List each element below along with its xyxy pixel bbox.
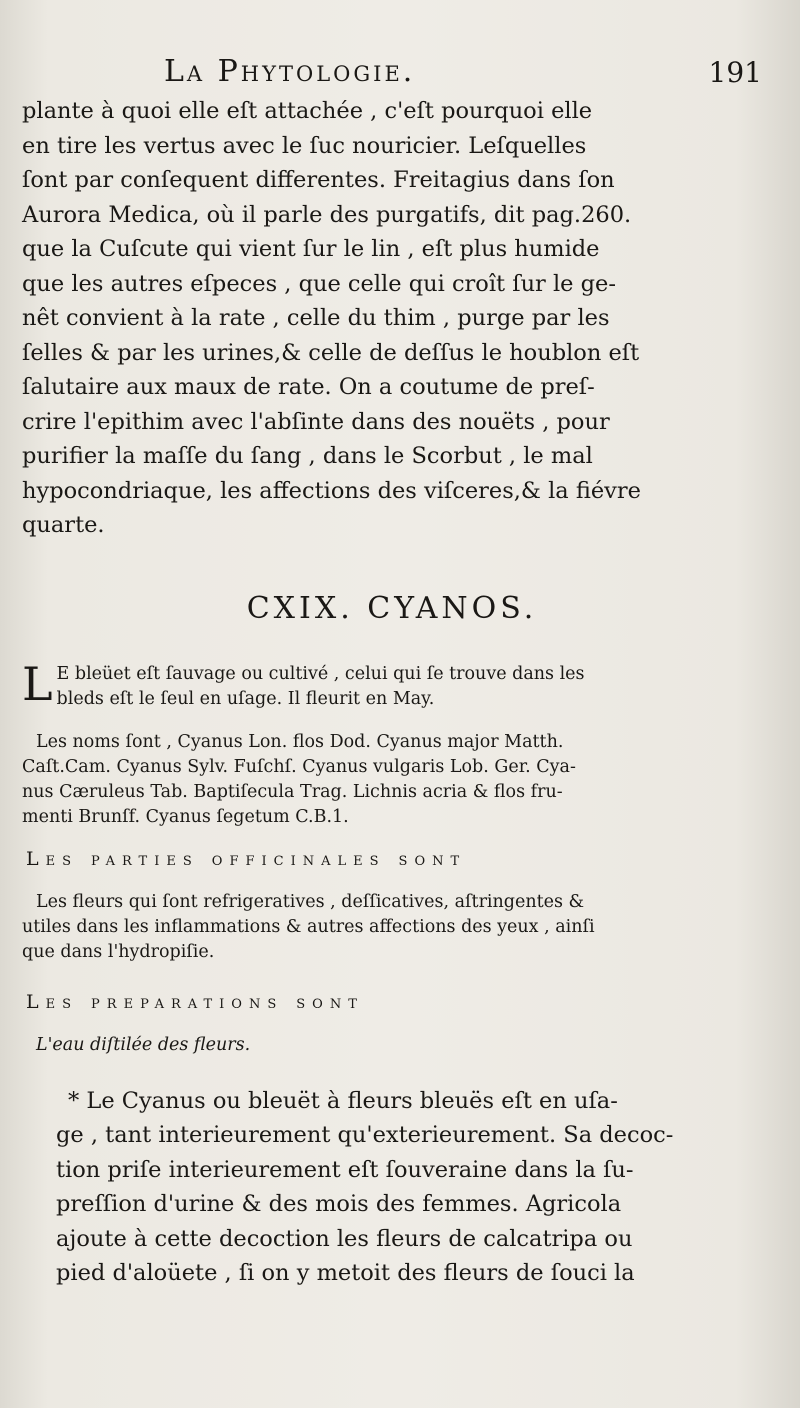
text-line: que les autres eſpeces , que celle qui croît ſur le ge- (22, 270, 616, 297)
text-line: E bleüet eſt ſauvage ou cultivé , celui qui ſe trouve dans les (56, 663, 585, 684)
running-title: La Phytologie. (164, 54, 416, 89)
parts-heading: Les parties officinales sont (26, 847, 467, 870)
text-line: pied d'aloüete , ſi on y metoit des fleurs de ſouci la (56, 1260, 635, 1286)
text-line: ſalutaire aux maux de rate. On a coutume de preſ- (22, 374, 595, 400)
text-line: ajoute à cette decoction les fleurs de calcatripa ou (56, 1225, 633, 1252)
running-head (22, 54, 762, 94)
text-line: Caſt.Cam. Cyanus Sylv. Fuſchſ. Cyanus vulgaris Lob. Ger. Cya- (22, 756, 576, 777)
intro-paragraph (22, 94, 762, 543)
text-line: plante à quoi elle eſt attachée , c'eſt pourquoi elle (22, 98, 593, 124)
page-number: 191 (708, 56, 762, 89)
text-line: * Le Cyanus ou bleuët à fleurs bleuës eſt en uſa- (68, 1087, 618, 1114)
text-line: nus Cæruleus Tab. Baptiſecula Trag. Lichnis acria & flos fru- (22, 781, 563, 802)
names-paragraph (22, 730, 762, 830)
text-line: hypocondriaque, les affections des viſceres,& la fiévre (22, 477, 641, 504)
text-line: utiles dans les inflammations & autres affections des yeux , ainſi (22, 916, 595, 937)
text-line: que la Cuſcute qui vient ſur le lin , eſt plus humide (22, 236, 600, 262)
text-line: ſont par conſequent differentes. Freitagius dans ſon (22, 167, 615, 193)
parts-paragraph (22, 890, 762, 965)
note-paragraph (56, 1084, 762, 1291)
description-paragraph (22, 656, 762, 712)
text-line: que dans l'hydropiſie. (22, 941, 215, 962)
text-line: crire l'epithim avec l'abſinte dans des nouëts , pour (22, 408, 610, 435)
text-line: L'eau diſtilée des fleurs. (36, 1034, 251, 1055)
text-line: purifier la maſſe du ſang , dans le Scorbut , le mal (22, 443, 593, 469)
drop-cap: L (22, 656, 53, 711)
text-line: tion priſe interieurement eſt ſouveraine dans la ſu- (56, 1156, 634, 1183)
preparations-heading: Les preparations sont (26, 990, 364, 1013)
text-line: quarte. (22, 512, 105, 538)
page-content (22, 54, 762, 1291)
text-line: Aurora Medica, où il parle des purgatifs, dit pag.260. (22, 201, 632, 228)
text-line: nêt convient à la rate , celle du thim , purge par les (22, 305, 610, 331)
text-line: en tire les vertus avec le ſuc nouricier. Leſquelles (22, 132, 587, 159)
text-line: menti Brunſf. Cyanus ſegetum C.B.1. (22, 806, 349, 827)
text-line: Les noms ſont , Cyanus Lon. flos Dod. Cyanus major Matth. (36, 731, 564, 752)
preparations-paragraph (36, 1033, 762, 1058)
text-line: ſelles & par les urines,& celle de deſſus le houblon eſt (22, 339, 640, 366)
text-line: Les fleurs qui ſont refrigeratives , deſſicatives, aſtringentes & (36, 891, 585, 912)
text-line: preſſion d'urine & des mois des femmes. Agricola (56, 1191, 622, 1217)
section-heading: CXIX. CYANOS. (246, 590, 538, 626)
text-line: ge , tant interieurement qu'exterieurement. Sa decoc- (56, 1122, 674, 1148)
text-line: bleds eſt le ſeul en uſage. Il fleurit en May. (56, 688, 435, 709)
